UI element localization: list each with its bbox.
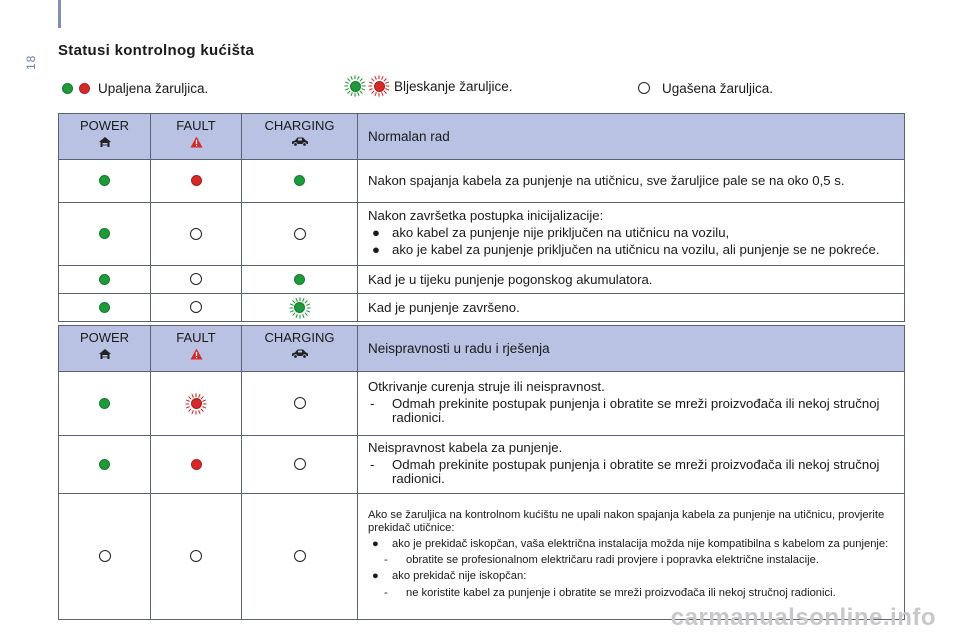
charging-label: CHARGING [264, 330, 335, 345]
dash-text: Odmah prekinite postupak punjenja i obratite se mreži proizvođača ili nekoj stručnoj radionici. [392, 396, 880, 425]
charging-led-icon [294, 550, 306, 562]
table-row [59, 266, 905, 294]
charging-label: CHARGING [264, 118, 335, 133]
red-led-core [374, 81, 385, 92]
bullet-icon: ● [372, 537, 379, 550]
table-row [59, 294, 905, 322]
row-text: Kad je u tijeku punjenje pogonskog akumulatora. [368, 271, 653, 287]
green-led-core [350, 81, 361, 92]
dash-icon: - [384, 554, 388, 567]
table-row [59, 160, 905, 203]
list-item [368, 570, 894, 582]
legend-lit-label: Upaljena žaruljica. [98, 80, 209, 96]
fault-led-icon [191, 459, 202, 470]
charging-led-icon [294, 397, 306, 409]
row-description [358, 160, 905, 203]
page-number: 18 [24, 54, 38, 70]
power-label: POWER [79, 118, 130, 133]
watermark: carmanualsonline.info [670, 604, 936, 631]
list-item [368, 226, 894, 240]
power-led-icon [99, 398, 110, 409]
row-text: Nakon završetka postupka inicijalizacije: [368, 208, 604, 224]
table-header-row [59, 114, 905, 160]
power-led-icon [99, 302, 110, 313]
charging-column-header [242, 326, 358, 372]
list-item [368, 587, 894, 599]
fault-led-icon [191, 175, 202, 186]
power-column-header [59, 326, 151, 372]
charging-led-icon [294, 228, 306, 240]
legend-off-label: Ugašena žaruljica. [662, 80, 774, 96]
car-icon [291, 136, 309, 147]
row-text: Otkrivanje curenja struje ili neispravnost. [368, 379, 605, 395]
page-title: Statusi kontrolnog kućišta [58, 42, 255, 59]
charging-led-icon [289, 297, 311, 319]
row-text: Nakon spajanja kabela za punjenje na utičnicu, sve žaruljice pale se na oko 0,5 s. [368, 173, 845, 189]
fault-led-icon [190, 273, 202, 285]
fault-led-icon [185, 393, 207, 415]
dash-icon: - [370, 396, 375, 412]
off-led-icon [638, 82, 650, 94]
bullet-text: ako prekidač nije iskopčan: [392, 570, 527, 583]
fault-column-header [151, 114, 242, 160]
table-header-row [59, 326, 905, 372]
bullet-icon: ● [372, 241, 380, 257]
charging-led-icon [294, 274, 305, 285]
charging-led-icon [294, 458, 306, 470]
fault-label: FAULT [176, 118, 216, 133]
row-description [358, 294, 905, 322]
list-item [368, 397, 894, 425]
table-row [59, 436, 905, 494]
fault-column-header [151, 326, 242, 372]
row-description [358, 436, 905, 494]
bullet-icon: ● [372, 570, 379, 583]
power-led-icon [99, 459, 110, 470]
table-row [59, 372, 905, 436]
house-icon [98, 348, 112, 360]
house-icon [98, 136, 112, 148]
green-led-core [294, 302, 305, 313]
dash-icon: - [384, 586, 388, 599]
legend-blinking [344, 76, 513, 96]
warning-triangle-icon [190, 136, 203, 148]
red-led-core [191, 398, 202, 409]
row-description [358, 266, 905, 294]
power-led-icon [99, 175, 110, 186]
fault-led-icon [190, 550, 202, 562]
bullet-icon: ● [372, 225, 380, 241]
legend-lit [62, 78, 208, 98]
list-item [368, 243, 894, 257]
power-label: POWER [79, 330, 130, 345]
red-blinking-led-icon [368, 75, 390, 97]
dash-text: ne koristite kabel za punjenje i obratite se mreži proizvođača ili nekoj stručnoj radionici. [406, 586, 836, 599]
dash-text: obratite se profesionalnom električaru radi provjere i popravka električne instalacije. [406, 554, 819, 567]
fault-led-icon [190, 228, 202, 240]
power-column-header [59, 114, 151, 160]
table-row [59, 493, 905, 619]
legend-off [638, 78, 773, 98]
row-description [358, 493, 905, 619]
charging-column-header [242, 114, 358, 160]
green-blinking-led-icon [344, 75, 366, 97]
red-led-icon [79, 83, 90, 94]
power-led-icon [99, 228, 110, 239]
row-text: Kad je punjenje završeno. [368, 299, 520, 315]
charging-led-icon [294, 175, 305, 186]
dash-icon: - [370, 456, 375, 472]
bullet-text: ako je kabel za punjenje priključen na utičnicu na vozilu, ali punjenje se ne pokreće. [392, 241, 880, 257]
dash-text: Odmah prekinite postupak punjenja i obratite se mreži proizvođača ili nekoj stručnoj radionici. [392, 456, 880, 486]
normal-operation-heading: Normalan rad [358, 114, 905, 160]
power-led-icon [99, 274, 110, 285]
faults-heading: Neispravnosti u radu i rješenja [358, 326, 905, 372]
fault-led-icon [190, 301, 202, 313]
table-row [59, 203, 905, 266]
power-led-icon [99, 550, 111, 562]
row-text: Neispravnost kabela za punjenje. [368, 440, 563, 455]
green-led-icon [62, 83, 73, 94]
row-text: Ako se žaruljica na kontrolnom kućištu ne upali nakon spajanja kabela za punjenje na utičnicu, provjerite prekidač utičnice: [368, 509, 885, 534]
list-item [368, 538, 894, 550]
faults-table [58, 325, 905, 620]
legend-blinking-label: Bljeskanje žaruljice. [394, 78, 513, 94]
page-accent-bar [58, 0, 61, 28]
row-description [358, 203, 905, 266]
list-item [368, 554, 894, 566]
normal-operation-table [58, 113, 905, 322]
car-icon [291, 348, 309, 359]
bullet-text: ako kabel za punjenje nije priključen na utičnicu na vozilu, [392, 225, 730, 241]
bullet-text: ako je prekidač iskopčan, vaša električna instalacija možda nije kompatibilna s kabelom za punjenje: [392, 537, 889, 550]
fault-label: FAULT [176, 330, 216, 345]
warning-triangle-icon [190, 348, 203, 360]
row-description [358, 372, 905, 436]
list-item [368, 458, 894, 486]
